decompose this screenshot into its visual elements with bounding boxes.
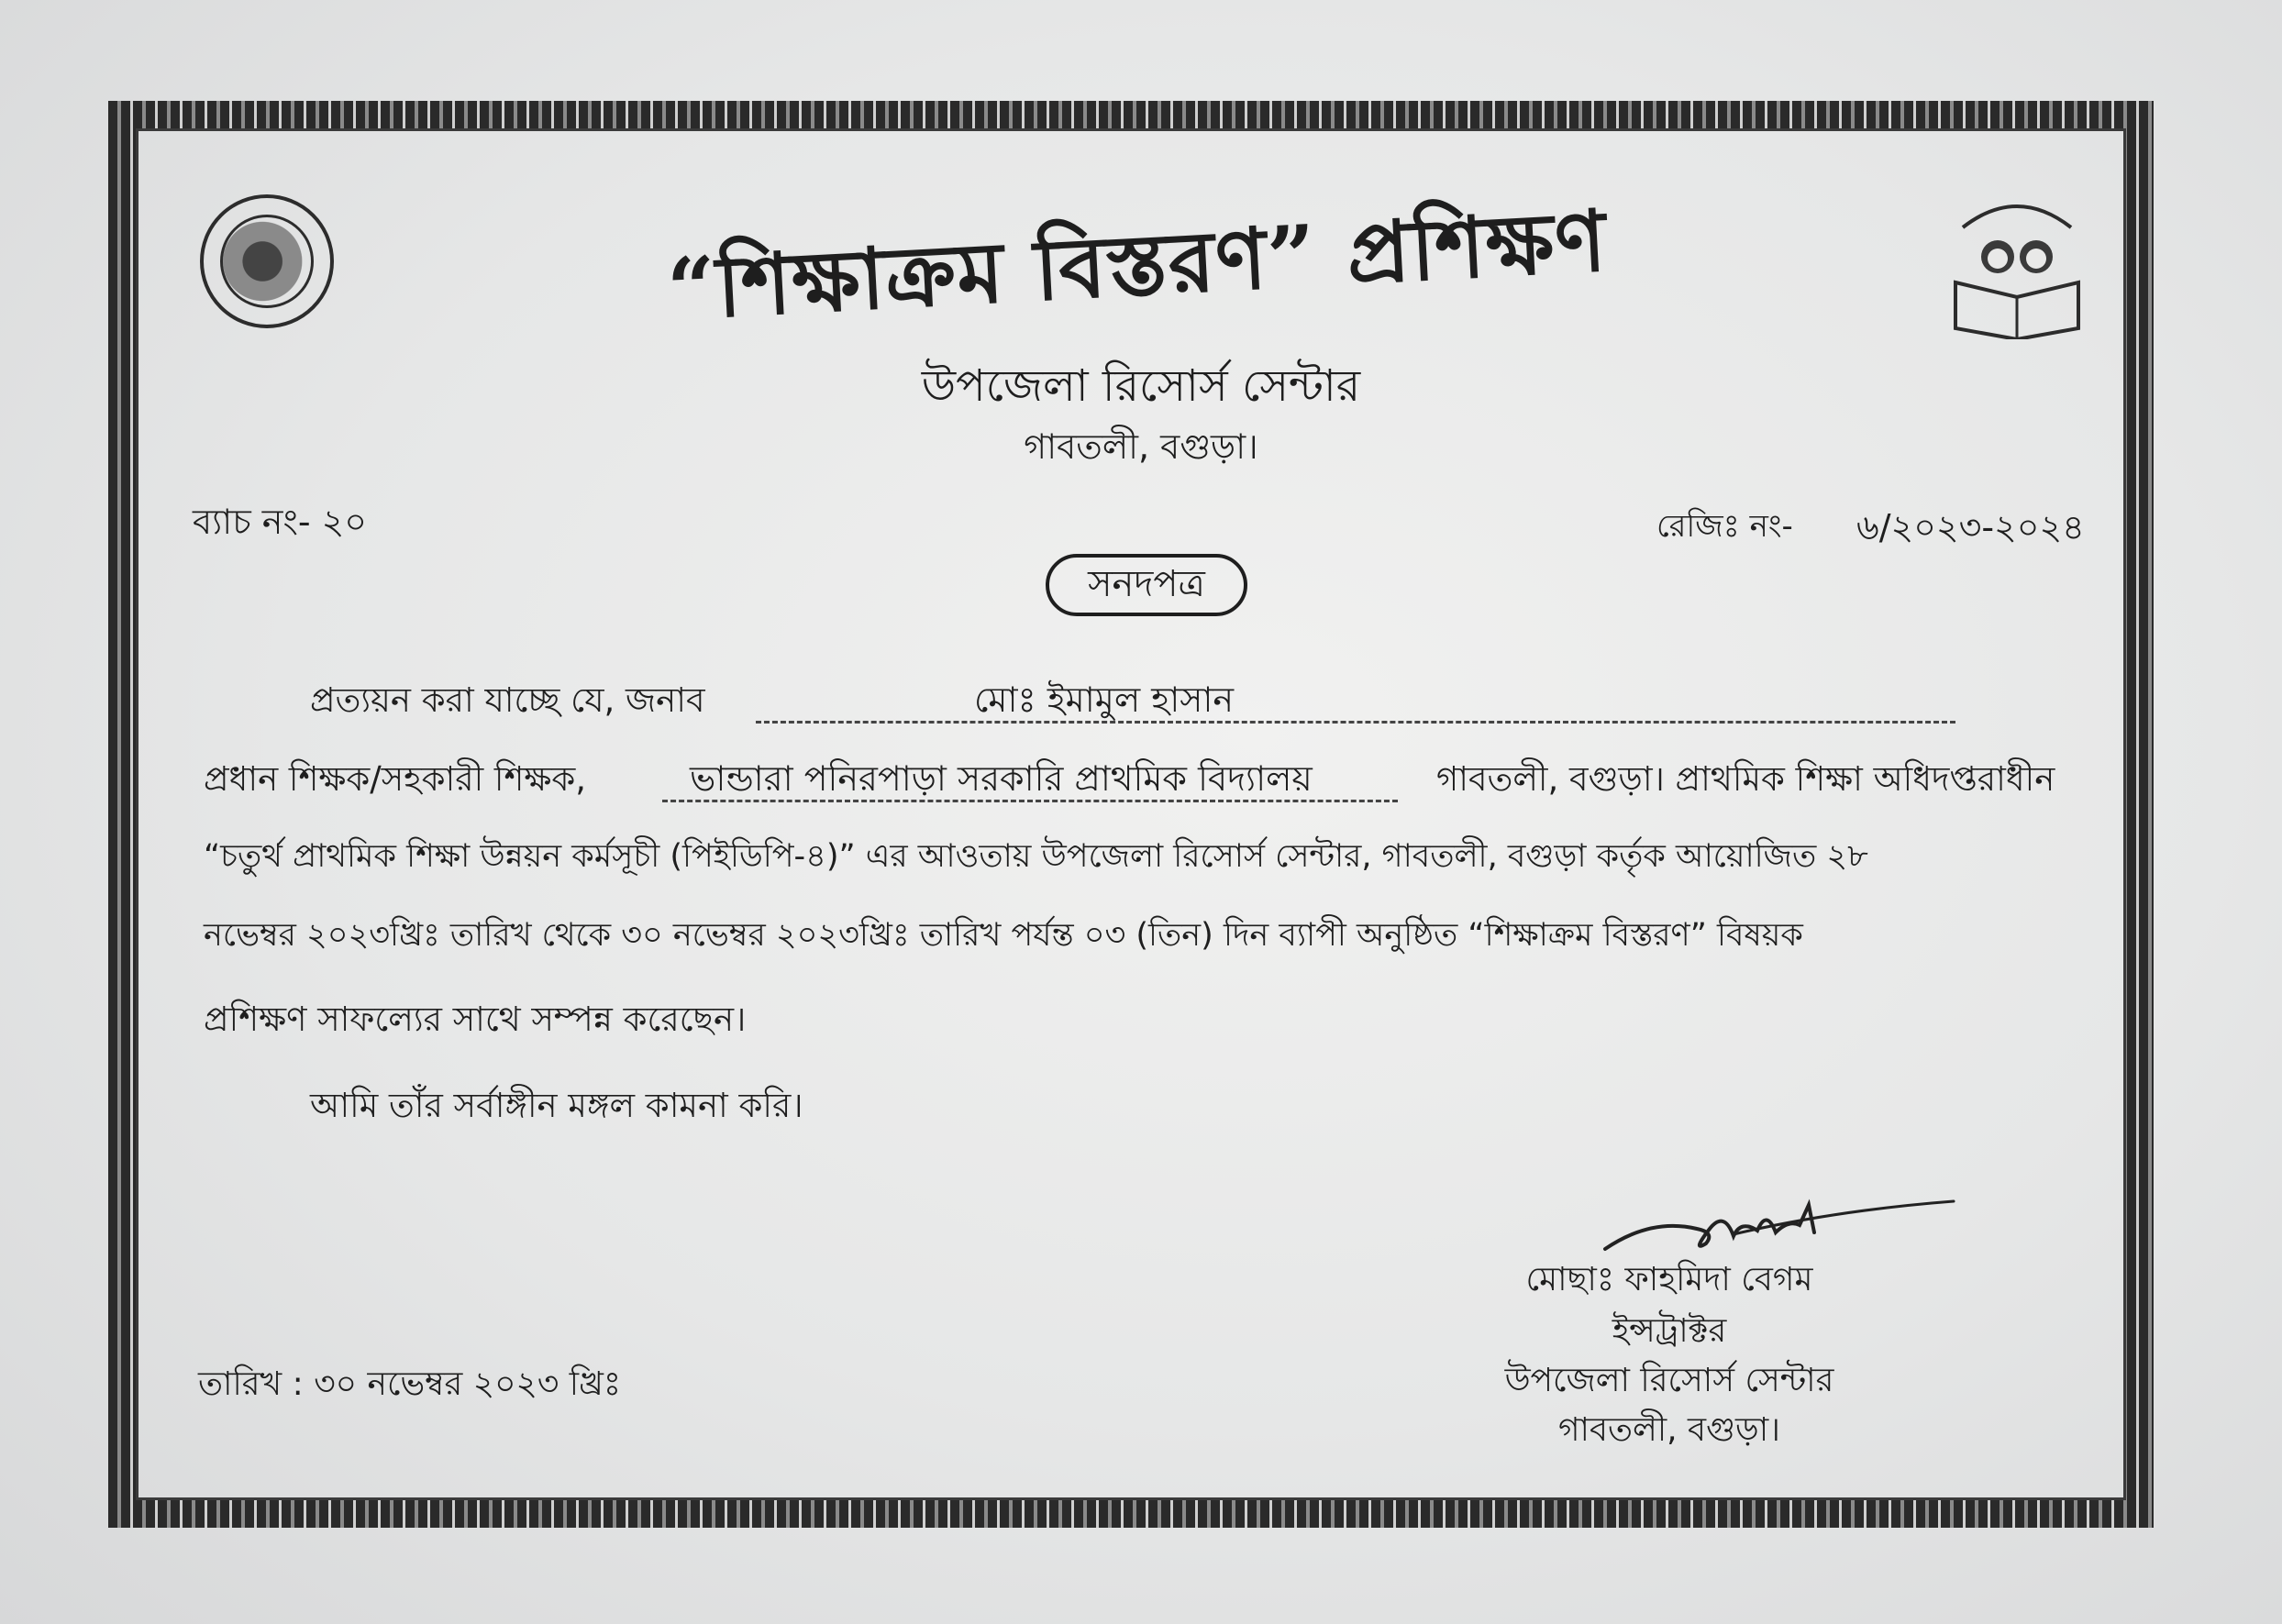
name-dotted-line bbox=[756, 712, 1955, 724]
logo-arc-icon bbox=[1963, 206, 2071, 227]
resource-center-name: উপজেলা রিসোর্স সেন্টার bbox=[921, 360, 1361, 412]
signatory-name: মোছাঃ ফাহমিদা বেগম bbox=[1525, 1261, 1813, 1298]
registration-label: রেজিঃ নং- bbox=[1656, 508, 1793, 545]
education-logo bbox=[1950, 191, 2084, 339]
resource-center-location: গাবতলী, বগুড়া। bbox=[1024, 426, 1258, 467]
body-line-4: নভেম্বর ২০২৩খ্রিঃ তারিখ থেকে ৩০ নভেম্বর ২০২৩খ্রিঃ তারিখ পর্যন্ত ০৩ (তিন) দিন ব্যাপী অনুষ্ঠিত “শিক্ষাক্রম বিস্তরণ” বিষয়ক bbox=[204, 917, 1803, 954]
body-line-1: প্রত্যয়ন করা যাচ্ছে যে, জনাব bbox=[310, 680, 705, 720]
body-line-5: প্রশিক্ষণ সাফল্যের সাথে সম্পন্ন করেছেন। bbox=[204, 1000, 747, 1039]
body-line-2-suffix: গাবতলী, বগুড়া। প্রাথমিক শিক্ষা অধিদপ্তরাধীন bbox=[1436, 759, 2055, 799]
recipient-name: মোঃ ইমামুল হাসান bbox=[974, 679, 1235, 720]
signatory-title: ইন্সট্রাক্টর bbox=[1612, 1312, 1727, 1350]
signatory-office: উপজেলা রিসোর্স সেন্টার bbox=[1504, 1362, 1834, 1399]
bangladesh-map-icon bbox=[220, 215, 314, 308]
signatory-location: গাবতলী, বগুড়া। bbox=[1557, 1411, 1781, 1449]
batch-number: ব্যাচ নং- ২০ bbox=[193, 502, 368, 542]
government-seal-logo bbox=[200, 194, 334, 328]
issue-date: তারিখ : ৩০ নভেম্বর ২০২৩ খ্রিঃ bbox=[198, 1365, 622, 1403]
certificate-badge: সনদপত্র bbox=[1046, 554, 1247, 616]
registration-number: ৬/২০২৩-২০২৪ bbox=[1856, 507, 2085, 547]
body-line-2-prefix: প্রধান শিক্ষক/সহকারী শিক্ষক, bbox=[204, 759, 587, 799]
school-name: ভান্ডারা পনিরপাড়া সরকারি প্রাথমিক বিদ্যালয় bbox=[690, 758, 1313, 799]
certificate-title: “শিক্ষাক্রম বিস্তরণ” প্রশিক্ষণ bbox=[664, 191, 1610, 339]
body-line-6: আমি তাঁর সর্বাঙ্গীন মঙ্গল কামনা করি। bbox=[310, 1086, 803, 1125]
body-line-3: “চতুর্থ প্রাথমিক শিক্ষা উন্নয়ন কর্মসূচী (পিইডিপি-৪)” এর আওতায় উপজেলা রিসোর্স সেন্টার, গাবতলী, বগুড়া কর্তৃক আয়োজিত ২৮ bbox=[204, 838, 1868, 875]
